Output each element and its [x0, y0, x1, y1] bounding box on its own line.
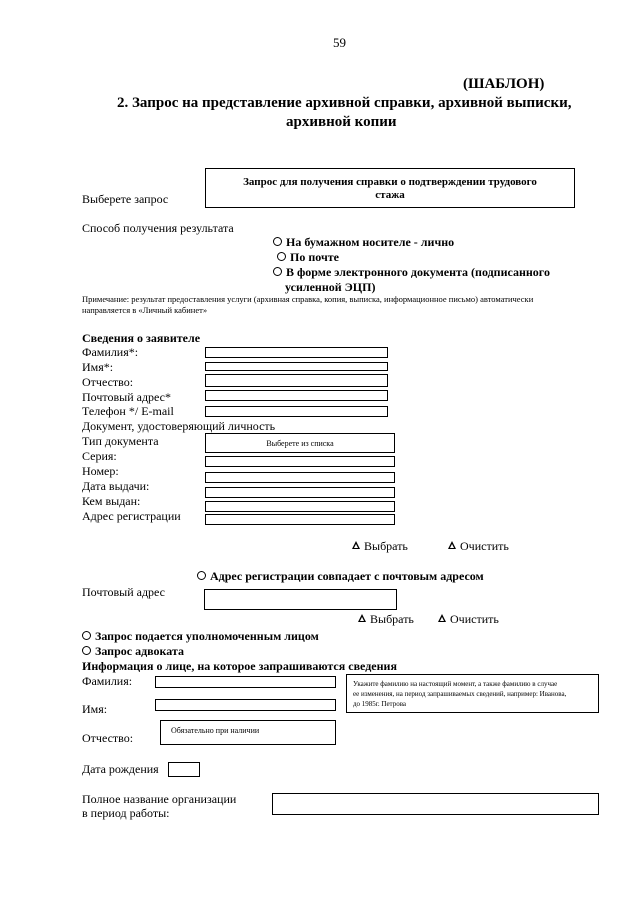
- applicant-postal-input[interactable]: [205, 390, 388, 401]
- subject-name-input[interactable]: [155, 699, 336, 711]
- applicant-id-doc-label: Документ, удостоверяющий личность: [82, 419, 276, 433]
- subject-patronymic-input[interactable]: [160, 720, 336, 745]
- applicant-name-input[interactable]: [205, 362, 388, 371]
- triangle-icon: [448, 541, 456, 549]
- same-address-option[interactable]: Адрес регистрации совпадает с почтовым адресом: [197, 569, 484, 584]
- lawyer-request-option[interactable]: Запрос адвоката: [82, 644, 184, 659]
- radio-icon: [82, 631, 91, 640]
- applicant-patronymic-label: Отчество:: [82, 375, 134, 389]
- select-button-2[interactable]: Выбрать: [358, 612, 414, 627]
- request-label: Выберете запрос: [82, 192, 169, 206]
- applicant-reg-address-label: Адрес регистрации: [82, 509, 181, 523]
- applicant-patronymic-input[interactable]: [205, 374, 388, 387]
- radio-icon: [273, 237, 282, 246]
- postal-address-label: Почтовый адрес: [82, 585, 166, 599]
- delivery-label: Способ получения результата: [82, 221, 234, 235]
- birth-date-input[interactable]: [168, 762, 200, 777]
- applicant-issued-by-label: Кем выдан:: [82, 494, 141, 508]
- delivery-option-electronic-cont: усиленной ЭЦП): [285, 280, 376, 294]
- triangle-icon: [438, 614, 446, 622]
- surname-hint-box: [346, 674, 599, 713]
- note-line-2: направляется в «Личный кабинет»: [82, 305, 208, 315]
- template-label: (ШАБЛОН): [463, 76, 545, 92]
- applicant-issue-date-label: Дата выдачи:: [82, 479, 150, 493]
- page-number: 59: [333, 35, 346, 50]
- heading-line-2: архивной копии: [286, 114, 397, 130]
- delivery-option-paper[interactable]: На бумажном носителе - лично: [273, 235, 454, 250]
- delivery-option-electronic[interactable]: В форме электронного документа (подписанного: [273, 265, 550, 280]
- subject-name-label: Имя:: [82, 702, 108, 716]
- doc-type-value: Выберете из списка: [266, 439, 334, 448]
- note-line-1: Примечание: результат предоставления услуги (архивная справка, копия, выписка, информационное письмо) автоматически: [82, 294, 534, 304]
- postal-address-input[interactable]: [204, 589, 397, 610]
- applicant-title: Сведения о заявителе: [82, 331, 201, 345]
- subject-surname-label: Фамилия:: [82, 674, 133, 688]
- radio-icon: [197, 571, 206, 580]
- radio-icon: [273, 267, 282, 276]
- applicant-issue-date-input[interactable]: [205, 487, 395, 498]
- applicant-number-input[interactable]: [205, 472, 395, 483]
- applicant-number-label: Номер:: [82, 464, 119, 478]
- triangle-icon: [352, 541, 360, 549]
- radio-icon: [82, 646, 91, 655]
- request-selected-line-1: Запрос для получения справки о подтверждении трудового: [243, 176, 537, 188]
- authorized-person-option[interactable]: Запрос подается уполномоченным лицом: [82, 629, 319, 644]
- applicant-name-label: Имя*:: [82, 360, 114, 374]
- subject-title: Информация о лице, на которое запрашиваются сведения: [82, 659, 397, 673]
- birth-date-label: Дата рождения: [82, 762, 159, 776]
- applicant-issued-by-input[interactable]: [205, 501, 395, 512]
- applicant-phone-input[interactable]: [205, 406, 388, 417]
- applicant-series-input[interactable]: [205, 456, 395, 467]
- patronymic-placeholder: Обязательно при наличии: [171, 726, 260, 735]
- org-label-line-2: в период работы:: [82, 806, 170, 820]
- request-selected-line-2: стажа: [375, 189, 405, 201]
- hint-line-3: до 1985г. Петрова: [353, 700, 407, 708]
- delivery-option-post[interactable]: По почте: [277, 250, 339, 265]
- radio-icon: [277, 252, 286, 261]
- org-label-line-1: Полное название организации: [82, 792, 237, 806]
- hint-line-2: ее изменения, на период запрашиваемых сведений, например: Иванова,: [353, 690, 567, 698]
- applicant-series-label: Серия:: [82, 449, 117, 463]
- select-button[interactable]: Выбрать: [352, 539, 408, 554]
- subject-surname-input[interactable]: [155, 676, 336, 688]
- applicant-doc-type-select[interactable]: [205, 433, 395, 453]
- applicant-doc-type-label: Тип документа: [82, 434, 159, 448]
- applicant-surname-input[interactable]: [205, 347, 388, 358]
- applicant-phone-label: Телефон */ E-mail: [82, 404, 174, 418]
- subject-patronymic-label: Отчество:: [82, 731, 134, 745]
- applicant-postal-label: Почтовый адрес*: [82, 390, 172, 404]
- triangle-icon: [358, 614, 366, 622]
- organization-input[interactable]: [272, 793, 599, 815]
- applicant-reg-address-input[interactable]: [205, 514, 395, 525]
- hint-line-1: Укажите фамилию на настоящий момент, а также фамилию в случае: [353, 680, 558, 688]
- clear-button[interactable]: Очистить: [448, 539, 509, 554]
- clear-button-2[interactable]: Очистить: [438, 612, 499, 627]
- applicant-surname-label: Фамилия*:: [82, 345, 139, 359]
- heading-line-1: 2. Запрос на представление архивной справки, архивной выписки,: [117, 95, 572, 111]
- request-select[interactable]: [205, 168, 575, 208]
